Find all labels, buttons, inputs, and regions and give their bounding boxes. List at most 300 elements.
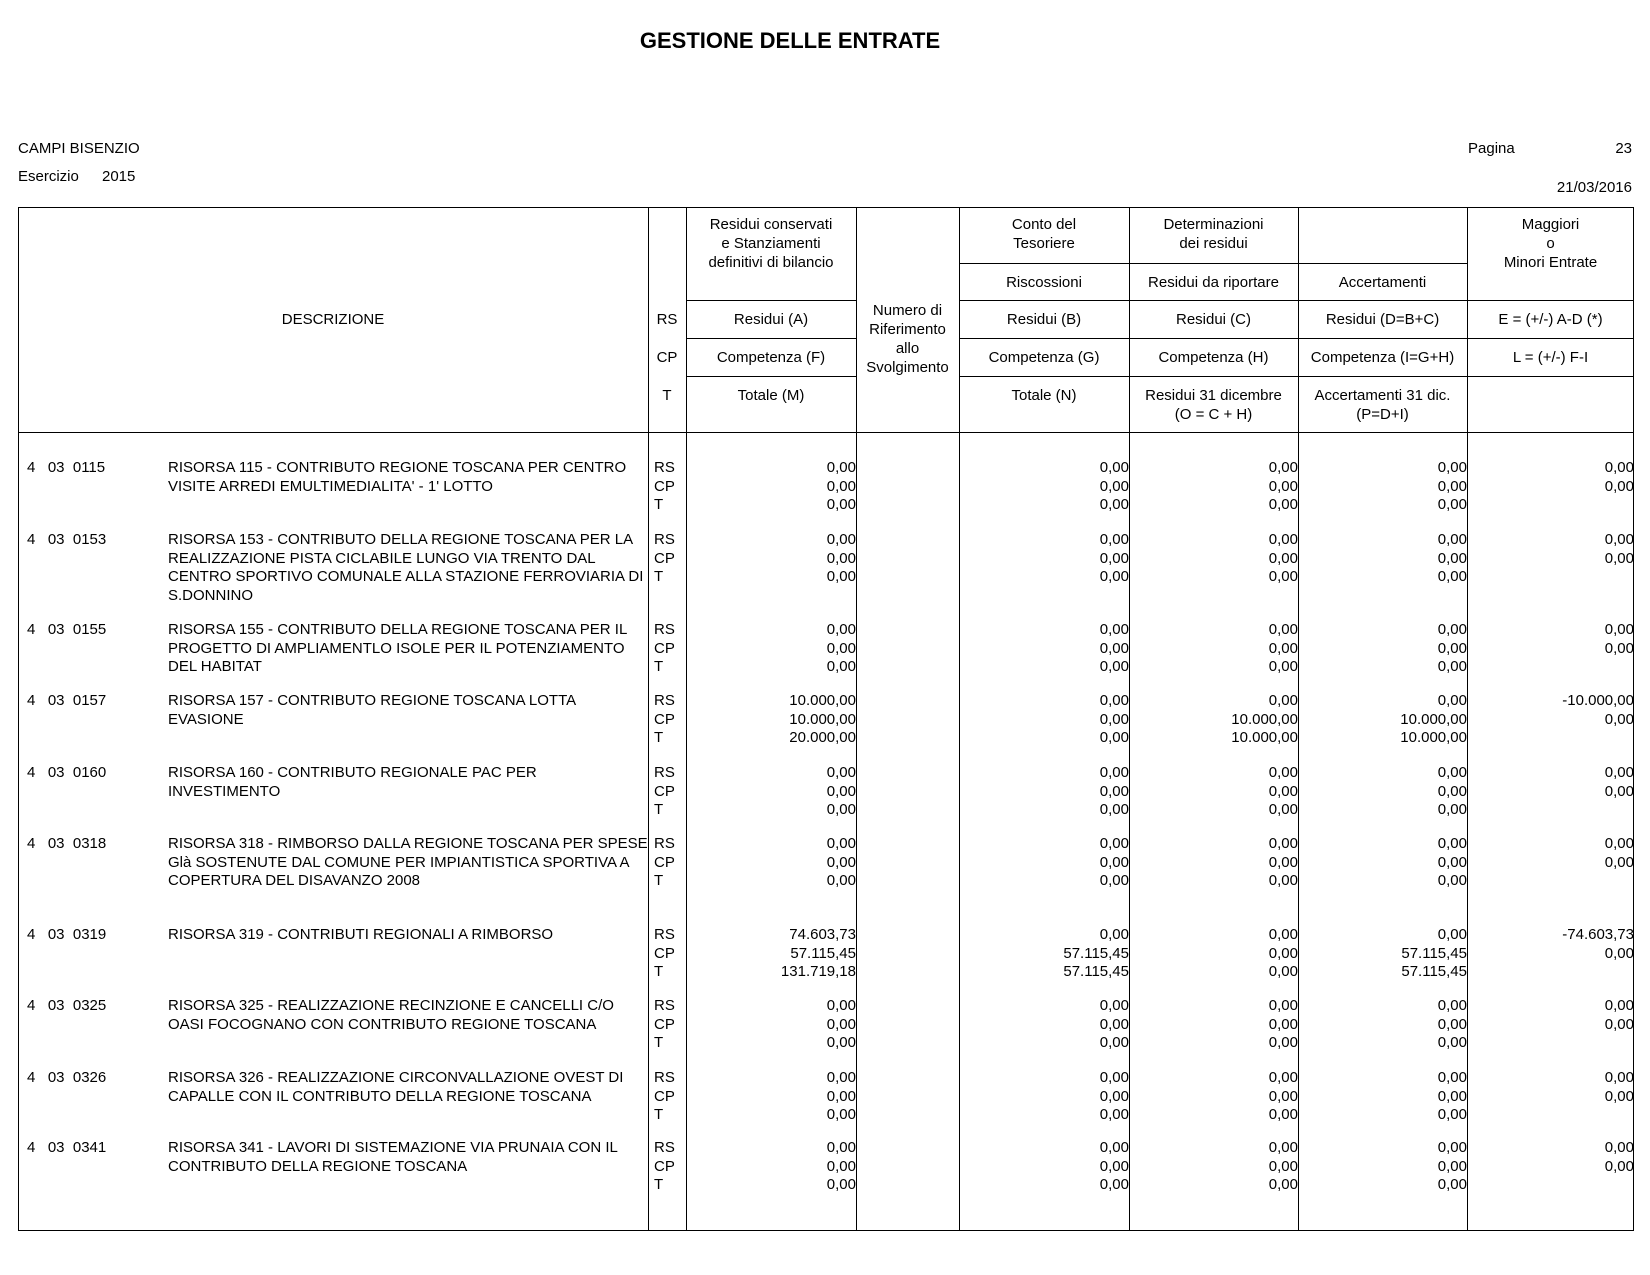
amount-col-b <box>969 764 1129 820</box>
row-type-cp: CP <box>654 1157 675 1175</box>
amount-value: 0,00 <box>1604 621 1634 638</box>
row-type-labels <box>654 621 694 677</box>
esercizio-label: Esercizio <box>18 168 79 185</box>
amount-value: 0,00 <box>1099 782 1129 800</box>
amount-value: 0,00 <box>1437 1087 1467 1105</box>
amount-col-c <box>1138 692 1298 748</box>
amount-value: 0,00 <box>1437 782 1467 800</box>
header-divider <box>686 300 856 301</box>
amount-value: 0,00 <box>1099 459 1129 476</box>
row-type-cp: CP <box>654 639 675 657</box>
header-col-a-top: Residui conservati e Stanziamenti definitivi di bilancio <box>708 216 834 271</box>
amount-col-e <box>1474 926 1634 963</box>
row-type-t: T <box>654 963 664 981</box>
header-col-e-cp: L = (+/-) F-I <box>1512 349 1589 366</box>
amount-value: 0,00 <box>1099 1087 1129 1105</box>
amount-value: 131.719,18 <box>780 963 856 981</box>
amount-value: 0,00 <box>1437 549 1467 567</box>
amount-value: 0,00 <box>1268 801 1298 819</box>
amount-value: 0,00 <box>1099 1034 1129 1052</box>
amount-value: 0,00 <box>1099 692 1129 709</box>
header-divider <box>959 376 1634 377</box>
amount-value: 0,00 <box>1268 692 1298 709</box>
row-type-cp: CP <box>654 477 675 495</box>
header-cp: CP <box>656 349 678 366</box>
row-description: RISORSA 319 - CONTRIBUTI REGIONALI A RIMBORSO <box>168 926 554 943</box>
amount-value: 0,00 <box>1268 872 1298 890</box>
amount-value: 0,00 <box>1437 658 1467 676</box>
row-code: 4 03 0341 <box>27 1139 107 1156</box>
amount-value: 0,00 <box>1437 926 1467 943</box>
amount-value: 0,00 <box>1099 764 1129 781</box>
amount-value: 0,00 <box>1268 997 1298 1014</box>
amount-value: -74.603,73 <box>1562 926 1634 943</box>
amount-col-b <box>969 1069 1129 1125</box>
amount-value: 0,00 <box>1099 872 1129 890</box>
amount-value: 0,00 <box>1268 1069 1298 1086</box>
amount-value: 0,00 <box>1604 1157 1634 1175</box>
amount-value: 0,00 <box>1099 1069 1129 1086</box>
amount-value: 0,00 <box>1268 639 1298 657</box>
amount-value: 0,00 <box>1268 568 1298 586</box>
amount-value: 0,00 <box>826 1176 856 1194</box>
amount-col-a <box>696 459 856 515</box>
amount-value: 0,00 <box>1099 477 1129 495</box>
row-type-rs: RS <box>654 692 675 709</box>
amount-value: 0,00 <box>1437 872 1467 890</box>
amount-col-b <box>969 531 1129 587</box>
amount-value: 0,00 <box>1268 764 1298 781</box>
table-row <box>18 621 1634 701</box>
amount-value: 0,00 <box>826 496 856 514</box>
header-col-num: Numero di Riferimento allo Svolgimento <box>866 302 949 376</box>
amount-value: 0,00 <box>826 639 856 657</box>
amount-col-c <box>1138 531 1298 587</box>
amount-value: 0,00 <box>1437 1015 1467 1033</box>
header-col-c-rs: Residui (C) <box>1175 311 1251 328</box>
row-type-cp: CP <box>654 782 675 800</box>
amount-col-d <box>1307 926 1467 982</box>
header-col-d-t: Accertamenti 31 dic. (P=D+I) <box>1314 387 1451 423</box>
amount-value: 0,00 <box>826 997 856 1014</box>
header-divider <box>959 263 1467 264</box>
amount-value: 0,00 <box>1437 568 1467 586</box>
amount-value: 0,00 <box>826 1106 856 1124</box>
amount-value: 0,00 <box>1268 1157 1298 1175</box>
amount-col-d <box>1307 835 1467 891</box>
amount-value: 0,00 <box>1099 729 1129 747</box>
amount-col-c <box>1138 835 1298 891</box>
amount-col-a <box>696 835 856 891</box>
amount-value: 10.000,00 <box>1231 729 1298 747</box>
amount-value: 0,00 <box>1437 692 1467 709</box>
table-row <box>18 764 1634 844</box>
row-type-labels <box>654 926 694 982</box>
amount-col-d <box>1307 459 1467 515</box>
amount-value: 0,00 <box>1268 853 1298 871</box>
row-type-t: T <box>654 568 664 586</box>
amount-value: 0,00 <box>1099 549 1129 567</box>
amount-value: 0,00 <box>1099 568 1129 586</box>
amount-col-e <box>1474 997 1634 1034</box>
header-t: T <box>662 387 672 404</box>
amount-value: 0,00 <box>826 549 856 567</box>
amount-value: 0,00 <box>826 1087 856 1105</box>
amount-col-c <box>1138 997 1298 1053</box>
pagina-label: Pagina <box>1468 140 1515 157</box>
amount-value: 0,00 <box>1099 1176 1129 1194</box>
row-type-cp: CP <box>654 710 675 728</box>
row-description: RISORSA 155 - CONTRIBUTO DELLA REGIONE TOSCANA PER IL PROGETTO DI AMPLIAMENTLO ISOLE PER IL POTENZIAMENTO DEL HABITAT <box>168 621 627 676</box>
amount-value: 0,00 <box>1604 477 1634 495</box>
row-type-rs: RS <box>654 531 675 548</box>
header-divider <box>686 376 856 377</box>
amount-value: 0,00 <box>826 1139 856 1156</box>
esercizio-value: 2015 <box>102 168 136 185</box>
amount-value: 0,00 <box>1437 496 1467 514</box>
amount-value: 0,00 <box>1268 926 1298 943</box>
table-row <box>18 459 1634 539</box>
row-type-cp: CP <box>654 549 675 567</box>
amount-col-e <box>1474 764 1634 801</box>
amount-value: 0,00 <box>1099 1015 1129 1033</box>
amount-value: 0,00 <box>1437 1176 1467 1194</box>
amount-col-a <box>696 621 856 677</box>
amount-col-d <box>1307 692 1467 748</box>
header-rs: RS <box>656 311 678 328</box>
header-col-a-t: Totale (M) <box>737 387 805 404</box>
amount-value: 0,00 <box>1268 963 1298 981</box>
header-col-b-t: Totale (N) <box>1011 387 1077 404</box>
row-code: 4 03 0325 <box>27 997 107 1014</box>
table-row <box>18 531 1634 611</box>
amount-value: 10.000,00 <box>789 710 856 728</box>
amount-value: 0,00 <box>1604 835 1634 852</box>
row-type-t: T <box>654 658 664 676</box>
amount-value: 0,00 <box>1437 477 1467 495</box>
amount-value: 0,00 <box>1604 1139 1634 1156</box>
header-col-e-top: Maggiori o Minori Entrate <box>1503 216 1598 271</box>
amount-value: 0,00 <box>1268 496 1298 514</box>
amount-col-d <box>1307 997 1467 1053</box>
row-code: 4 03 0326 <box>27 1069 107 1086</box>
row-type-labels <box>654 764 694 820</box>
header-col-d-sub: Accertamenti <box>1338 274 1427 291</box>
row-type-labels <box>654 1139 694 1195</box>
amount-value: 0,00 <box>826 1015 856 1033</box>
amount-value: 0,00 <box>1099 1106 1129 1124</box>
amount-value: 0,00 <box>1604 710 1634 728</box>
row-description: RISORSA 157 - CONTRIBUTO REGIONE TOSCANA LOTTA EVASIONE <box>168 692 576 728</box>
amount-value: 0,00 <box>1437 531 1467 548</box>
row-type-t: T <box>654 872 664 890</box>
row-type-cp: CP <box>654 1015 675 1033</box>
header-col-c-sub: Residui da riportare <box>1148 274 1279 291</box>
amount-value: 0,00 <box>1437 801 1467 819</box>
row-type-cp: CP <box>654 853 675 871</box>
header-col-b-cp: Competenza (G) <box>988 349 1100 366</box>
amount-col-e <box>1474 621 1634 658</box>
amount-col-a <box>696 531 856 587</box>
amount-value: 0,00 <box>1437 621 1467 638</box>
amount-value: 0,00 <box>1268 1087 1298 1105</box>
header-descrizione: DESCRIZIONE <box>281 311 385 328</box>
amount-value: 0,00 <box>1437 835 1467 852</box>
amount-col-c <box>1138 1139 1298 1195</box>
header-col-c-t: Residui 31 dicembre (O = C + H) <box>1145 387 1282 423</box>
row-type-t: T <box>654 496 664 514</box>
amount-value: 0,00 <box>826 531 856 548</box>
amount-col-d <box>1307 764 1467 820</box>
amount-value: 0,00 <box>1437 1157 1467 1175</box>
amount-value: 57.115,45 <box>1063 944 1129 962</box>
row-type-labels <box>654 997 694 1053</box>
amount-value: 0,00 <box>826 621 856 638</box>
row-type-rs: RS <box>654 997 675 1014</box>
amount-col-e <box>1474 1139 1634 1176</box>
header-col-e-rs: E = (+/-) A-D (*) <box>1498 311 1603 328</box>
amount-value: 0,00 <box>1604 531 1634 548</box>
amount-col-a <box>696 692 856 748</box>
amount-value: 0,00 <box>826 658 856 676</box>
row-type-t: T <box>654 729 664 747</box>
amount-value: 0,00 <box>826 1069 856 1086</box>
amount-value: 0,00 <box>1099 853 1129 871</box>
row-type-labels <box>654 692 694 748</box>
amount-col-b <box>969 1139 1129 1195</box>
amount-col-a <box>696 1069 856 1125</box>
amount-col-d <box>1307 1139 1467 1195</box>
amount-value: 0,00 <box>1437 1106 1467 1124</box>
header-col-c-top: Determinazioni dei residui <box>1163 216 1264 252</box>
amount-col-a <box>696 926 856 982</box>
amount-value: 10.000,00 <box>1231 710 1298 728</box>
amount-value: 0,00 <box>826 835 856 852</box>
amount-value: 0,00 <box>1268 1106 1298 1124</box>
amount-value: 0,00 <box>826 764 856 781</box>
amount-value: 0,00 <box>1099 710 1129 728</box>
header-divider <box>959 300 1634 301</box>
amount-value: 0,00 <box>1268 621 1298 638</box>
amount-value: 0,00 <box>826 801 856 819</box>
amount-value: 0,00 <box>826 782 856 800</box>
amount-value: 0,00 <box>1437 853 1467 871</box>
row-type-rs: RS <box>654 835 675 852</box>
amount-col-c <box>1138 459 1298 515</box>
table-row <box>18 1069 1634 1149</box>
print-date: 21/03/2016 <box>1556 179 1632 196</box>
row-type-t: T <box>654 801 664 819</box>
amount-value: 0,00 <box>1268 1015 1298 1033</box>
amount-value: 57.115,45 <box>1063 963 1129 981</box>
amount-value: 0,00 <box>1268 477 1298 495</box>
amount-value: 10.000,00 <box>1400 710 1467 728</box>
amount-value: 0,00 <box>1437 1139 1467 1156</box>
row-type-rs: RS <box>654 764 675 781</box>
header-col-d-cp: Competenza (I=G+H) <box>1310 349 1455 366</box>
amount-col-b <box>969 926 1129 982</box>
amount-value: 0,00 <box>1099 621 1129 638</box>
amount-value: 10.000,00 <box>1400 729 1467 747</box>
row-type-labels <box>654 835 694 891</box>
amount-col-c <box>1138 926 1298 982</box>
table-row <box>18 997 1634 1077</box>
amount-col-b <box>969 835 1129 891</box>
amount-col-e <box>1474 1069 1634 1106</box>
amount-col-a <box>696 1139 856 1195</box>
amount-col-e <box>1474 459 1634 496</box>
header-col-b-sub: Riscossioni <box>1006 274 1082 291</box>
amount-value: 0,00 <box>1099 926 1129 943</box>
amount-value: 10.000,00 <box>789 692 856 709</box>
header-divider <box>959 338 1634 339</box>
amount-col-a <box>696 997 856 1053</box>
amount-value: 0,00 <box>1268 835 1298 852</box>
amount-value: 0,00 <box>1604 1069 1634 1086</box>
row-code: 4 03 0157 <box>27 692 107 709</box>
amount-value: 0,00 <box>1604 1015 1634 1033</box>
row-description: RISORSA 160 - CONTRIBUTO REGIONALE PAC PER INVESTIMENTO <box>168 764 537 800</box>
amount-value: 57.115,45 <box>790 944 856 962</box>
amount-value: 0,00 <box>1604 853 1634 871</box>
amount-value: 0,00 <box>1437 764 1467 781</box>
amount-col-b <box>969 621 1129 677</box>
amount-value: 0,00 <box>1268 1139 1298 1156</box>
row-type-cp: CP <box>654 944 675 962</box>
amount-value: 0,00 <box>826 853 856 871</box>
row-type-labels <box>654 531 694 587</box>
row-type-t: T <box>654 1176 664 1194</box>
amount-col-e <box>1474 835 1634 872</box>
row-type-rs: RS <box>654 926 675 943</box>
amount-value: 0,00 <box>1604 764 1634 781</box>
table-row <box>18 835 1634 915</box>
amount-value: 0,00 <box>826 459 856 476</box>
amount-value: 0,00 <box>826 1157 856 1175</box>
ente-name: CAMPI BISENZIO <box>18 140 140 157</box>
amount-col-d <box>1307 1069 1467 1125</box>
amount-value: 0,00 <box>1268 782 1298 800</box>
row-code: 4 03 0155 <box>27 621 107 638</box>
table-row <box>18 1139 1634 1219</box>
amount-value: 0,00 <box>826 568 856 586</box>
amount-value: 0,00 <box>1604 997 1634 1014</box>
header-col-a-cp: Competenza (F) <box>716 349 826 366</box>
row-code: 4 03 0318 <box>27 835 107 852</box>
amount-value: 0,00 <box>1099 1157 1129 1175</box>
amount-value: 0,00 <box>1099 639 1129 657</box>
header-col-a-rs: Residui (A) <box>733 311 809 328</box>
amount-value: 0,00 <box>1268 531 1298 548</box>
header-col-b-top: Conto del Tesoriere <box>1011 216 1077 252</box>
amount-value: 0,00 <box>1437 1034 1467 1052</box>
table-row <box>18 692 1634 772</box>
amount-value: 20.000,00 <box>789 729 856 747</box>
header-bottom-line <box>18 432 1634 433</box>
row-description: RISORSA 325 - REALIZZAZIONE RECINZIONE E CANCELLI C/O OASI FOCOGNANO CON CONTRIBUTO REGIONE TOSCANA <box>168 997 614 1033</box>
amount-value: 0,00 <box>1268 1034 1298 1052</box>
amount-col-c <box>1138 621 1298 677</box>
row-type-t: T <box>654 1106 664 1124</box>
amount-value: 0,00 <box>1604 639 1634 657</box>
amount-col-c <box>1138 764 1298 820</box>
amount-value: 0,00 <box>1268 1176 1298 1194</box>
amount-value: 57.115,45 <box>1401 944 1467 962</box>
amount-value: 0,00 <box>1437 997 1467 1014</box>
row-type-cp: CP <box>654 1087 675 1105</box>
amount-col-d <box>1307 531 1467 587</box>
row-description: RISORSA 341 - LAVORI DI SISTEMAZIONE VIA PRUNAIA CON IL CONTRIBUTO DELLA REGIONE TOSCANA <box>168 1139 618 1175</box>
amount-col-c <box>1138 1069 1298 1125</box>
amount-value: 0,00 <box>1268 944 1298 962</box>
table-row <box>18 926 1634 1006</box>
row-description: RISORSA 115 - CONTRIBUTO REGIONE TOSCANA PER CENTRO VISITE ARREDI EMULTIMEDIALITA' - 1' LOTTO <box>168 459 627 495</box>
amount-value: 0,00 <box>1604 549 1634 567</box>
amount-value: 0,00 <box>1268 549 1298 567</box>
amount-value: 0,00 <box>1604 1087 1634 1105</box>
amount-value: 0,00 <box>826 477 856 495</box>
row-code: 4 03 0153 <box>27 531 107 548</box>
amount-col-b <box>969 997 1129 1053</box>
row-type-rs: RS <box>654 1139 675 1156</box>
header-divider <box>686 338 856 339</box>
row-description: RISORSA 153 - CONTRIBUTO DELLA REGIONE TOSCANA PER LA REALIZZAZIONE PISTA CICLABILE LUNGO VIA TRENTO DAL CENTRO SPORTIVO COMUNALE ALLA STAZIONE FERROVIARIA DI S.DONNINO <box>168 531 644 604</box>
row-type-rs: RS <box>654 459 675 476</box>
amount-value: 0,00 <box>1268 459 1298 476</box>
page-title: GESTIONE DELLE ENTRATE <box>639 28 941 53</box>
amount-value: 0,00 <box>1099 835 1129 852</box>
header-col-b-rs: Residui (B) <box>1006 311 1082 328</box>
amount-col-a <box>696 764 856 820</box>
row-type-rs: RS <box>654 1069 675 1086</box>
amount-value: 57.115,45 <box>1401 963 1467 981</box>
header-col-c-cp: Competenza (H) <box>1158 349 1269 366</box>
amount-value: 74.603,73 <box>789 926 856 943</box>
header-col-d-rs: Residui (D=B+C) <box>1325 311 1440 328</box>
row-code: 4 03 0319 <box>27 926 107 943</box>
amount-value: 0,00 <box>826 872 856 890</box>
row-description: RISORSA 326 - REALIZZAZIONE CIRCONVALLAZIONE OVEST DI CAPALLE CON IL CONTRIBUTO DELLA REGIONE TOSCANA <box>168 1069 624 1105</box>
amount-value: 0,00 <box>1437 639 1467 657</box>
pagina-value: 23 <box>1615 140 1632 157</box>
row-code: 4 03 0115 <box>27 459 106 476</box>
amount-value: 0,00 <box>1099 496 1129 514</box>
amount-value: 0,00 <box>1099 1139 1129 1156</box>
row-description: RISORSA 318 - RIMBORSO DALLA REGIONE TOSCANA PER SPESE Glà SOSTENUTE DAL COMUNE PER IMPIANTISTICA SPORTIVA A COPERTURA DEL DISAVANZO 2008 <box>168 835 648 890</box>
row-type-t: T <box>654 1034 664 1052</box>
amount-value: 0,00 <box>1437 459 1467 476</box>
amount-col-d <box>1307 621 1467 677</box>
amount-value: 0,00 <box>1099 801 1129 819</box>
amount-value: 0,00 <box>1604 782 1634 800</box>
amount-value: 0,00 <box>1604 459 1634 476</box>
amount-value: 0,00 <box>1604 944 1634 962</box>
row-code: 4 03 0160 <box>27 764 107 781</box>
row-type-rs: RS <box>654 621 675 638</box>
amount-value: 0,00 <box>826 1034 856 1052</box>
amount-value: 0,00 <box>1099 531 1129 548</box>
row-type-labels <box>654 1069 694 1125</box>
amount-value: 0,00 <box>1099 658 1129 676</box>
amount-col-e <box>1474 692 1634 729</box>
amount-value: -10.000,00 <box>1562 692 1634 709</box>
amount-value: 0,00 <box>1099 997 1129 1014</box>
amount-col-b <box>969 692 1129 748</box>
amount-value: 0,00 <box>1437 1069 1467 1086</box>
amount-col-e <box>1474 531 1634 568</box>
amount-col-b <box>969 459 1129 515</box>
amount-value: 0,00 <box>1268 658 1298 676</box>
